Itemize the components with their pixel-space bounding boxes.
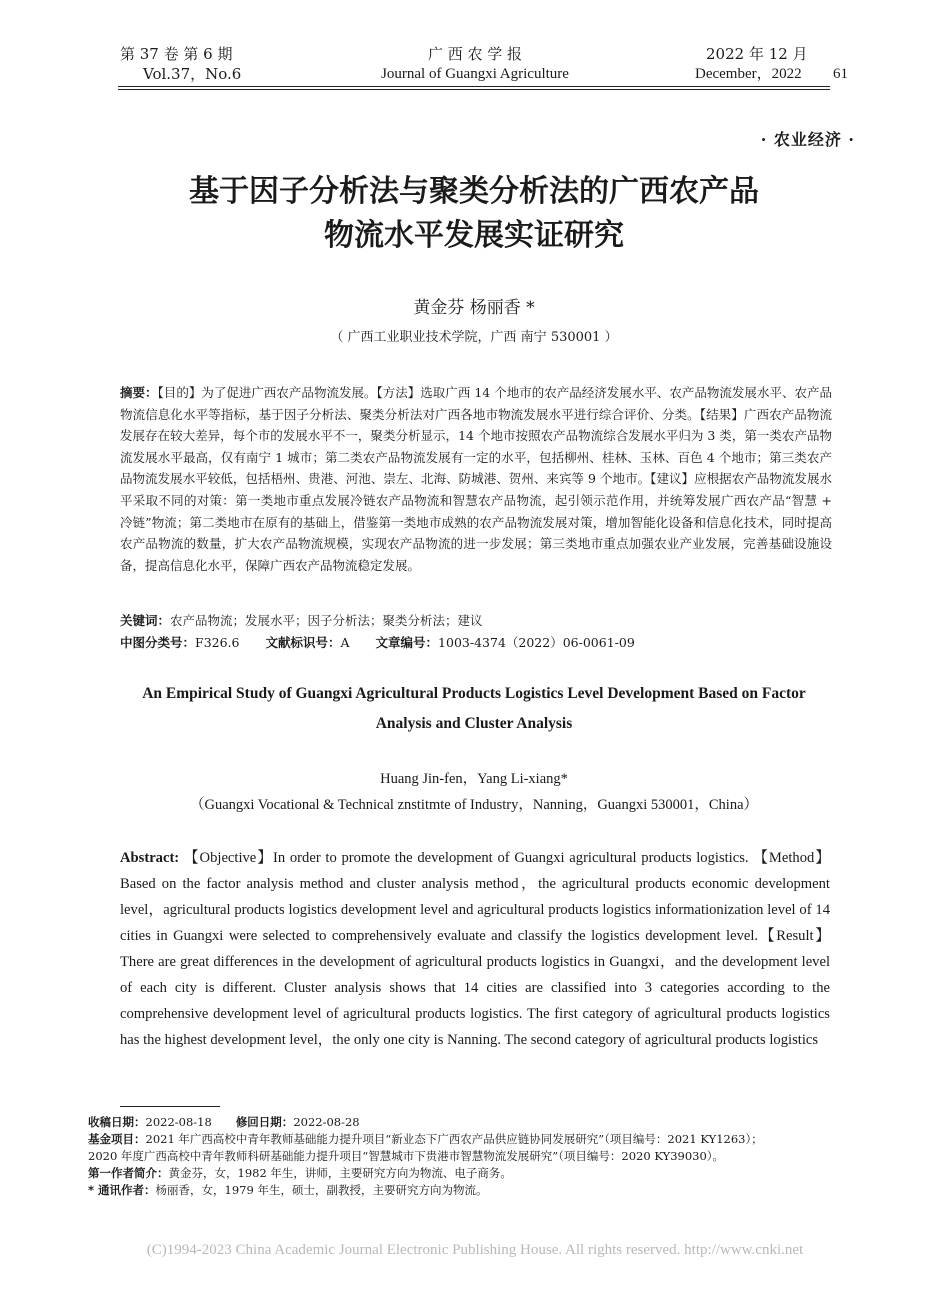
header-volume-issue-cn: 第 37 卷 第 6 期	[120, 45, 233, 63]
keywords-text: 农产品物流；发展水平；因子分析法；聚类分析法；建议	[170, 613, 483, 628]
header-volume-issue-en: Vol.37，No.6	[143, 65, 242, 83]
abstract-cn-text: 【目的】为了促进广西农产品物流发展。【方法】选取广西 14 个地市的农产品经济发展水平、农产品物流发展水平、农产品物流信息化水平等指标，基于因子分析法、聚类分析法对广西各地市物流发展水平进行综合评价、分类。【结果】广西农产品物流发展存在较大差异，每个市的发展水平不一，聚类分析显示，14 个地市按照农产品物流综合发展水平归为 3 类，第一类农产品物流发展水平最高，仅有南宁 1 城市；第二类农产品物流发展有一定的水平，包括柳州、桂林、玉林、百色 4 个地市；第三类农产品物流发展水平较低，包括梧州、贵港、河池、崇左、北海、防城港、贺州、来宾等 9 个地市。【建议】应根据农产品物流发展水平采取不同的对策：第一类地市重点发展冷链农产品物流和智慧农产品物流，起引领示范作用，并统筹发展广西农产品“智慧 + 冷链”物流；第二类地市在原有的基础上，借鉴第一类地市成熟的农产品物流发展对策，增加智能化设备和信息化技术，同时提高农产品物流的数量，扩大农产品物流规模，实现农产品物流的进一步发展；第三类地市重点加强农业产业发展，完善基础设施设备，提高信息化水平，保障广西农产品物流稳定发展。	[120, 385, 832, 573]
footnote-corresponding-author	[88, 1182, 868, 1200]
cnki-watermark: (C)1994-2023 China Academic Journal Electronic Publishing House. All rights reserved. http://www.cnki.net	[146, 1242, 804, 1258]
abstract-en	[120, 845, 830, 1053]
keywords-cn	[120, 611, 483, 631]
header-date-cn: 2022 年 12 月	[706, 45, 808, 63]
page-number: 61	[833, 66, 848, 82]
title-cn-line-1: 基于因子分析法与聚类分析法的广西农产品	[189, 174, 759, 209]
title-en-line-2: Analysis and Cluster Analysis	[375, 715, 573, 732]
footnote-dates	[88, 1114, 868, 1132]
revised-date: 2022-08-28	[293, 1115, 360, 1129]
authors-cn: 黄金芬 杨丽香 *	[413, 298, 535, 318]
clc-label: 中图分类号：	[120, 635, 196, 650]
corresponding-text: 杨丽香，女，1979 年生，硕士，副教授，主要研究方向为物流。	[155, 1183, 488, 1197]
corresponding-label: * 通讯作者：	[88, 1183, 156, 1197]
abstract-en-label: Abstract:	[120, 850, 180, 866]
first-author-text: 黄金芬，女，1982 年生，讲师，主要研究方向为物流、电子商务。	[168, 1166, 512, 1180]
header-rule	[118, 89, 830, 90]
footnote-fund-line-2: 2020 年度广西高校中青年教师科研基础能力提升项目“智慧城市下贵港市智慧物流发展研究”（项目编号：2020 KY39030）。	[88, 1149, 725, 1163]
abstract-en-text: 【Objective】In order to promote the development of Guangxi agricultural products logistics. 【Method】Based on the factor analysis method and cluster analysis method，the agricultural products economic development level，agricultural products logistics development level and agricultural products logistics informationization level of 14 cities in Guangxi were selected to comprehensively evaluate and classify the logistics development level.【Result】There are great differences in the development of agricultural products logistics in Guangxi，and the development level of each city is different. Cluster analysis shows that 14 cities are classified into 3 categories according to the comprehensive development level of agricultural products logistics. The first category of agricultural products logistics has the highest development level，the only one city is Nanning. The second category of agricultural products logistics	[120, 850, 830, 1048]
abstract-cn	[120, 382, 832, 576]
affiliation-en: （Guangxi Vocational & Technical znstitmte of Industry，Nanning，Guangxi 530001，China）	[189, 797, 759, 813]
fund-label: 基金项目：	[88, 1132, 146, 1146]
keywords-label: 关键词：	[120, 613, 171, 628]
footnote-fund-line-1	[88, 1131, 868, 1149]
title-en-line-1: An Empirical Study of Guangxi Agricultural Products Logistics Level Development Based on Factor	[142, 685, 806, 702]
classification-line	[120, 633, 635, 653]
header-journal-name-cn: 广 西 农 学 报	[427, 45, 523, 63]
article-number-value: 1003-4374（2022）06-0061-09	[438, 635, 635, 650]
fund-text-1: 2021 年广西高校中青年教师基础能力提升项目“新业态下广西农产品供应链协同发展研究”（项目编号：2021 KY1263）；	[145, 1132, 763, 1146]
received-label: 收稿日期：	[88, 1115, 146, 1129]
footnote-rule	[120, 1106, 220, 1107]
header-rule	[118, 86, 830, 87]
revised-label: 修回日期：	[235, 1115, 294, 1129]
column-label: · 农业经济 ·	[760, 130, 855, 149]
article-number-label: 文章编号：	[375, 635, 439, 650]
header-date-en: December，2022	[695, 66, 802, 82]
doc-code-label: 文献标识号：	[265, 635, 341, 650]
title-cn-line-2: 物流水平发展实证研究	[324, 218, 624, 253]
affiliation-cn: （ 广西工业职业技术学院，广西 南宁 530001 ）	[330, 330, 618, 345]
doc-code-value: A	[340, 635, 350, 650]
received-date: 2022-08-18	[145, 1115, 212, 1129]
clc-value: F326.6	[195, 635, 240, 650]
first-author-label: 第一作者简介：	[88, 1166, 169, 1180]
abstract-cn-label: 摘要：	[120, 385, 158, 400]
authors-en: Huang Jin-fen，Yang Li-xiang*	[380, 771, 568, 787]
footnote-first-author	[88, 1165, 868, 1183]
header-journal-name-en: Journal of Guangxi Agriculture	[381, 66, 569, 82]
